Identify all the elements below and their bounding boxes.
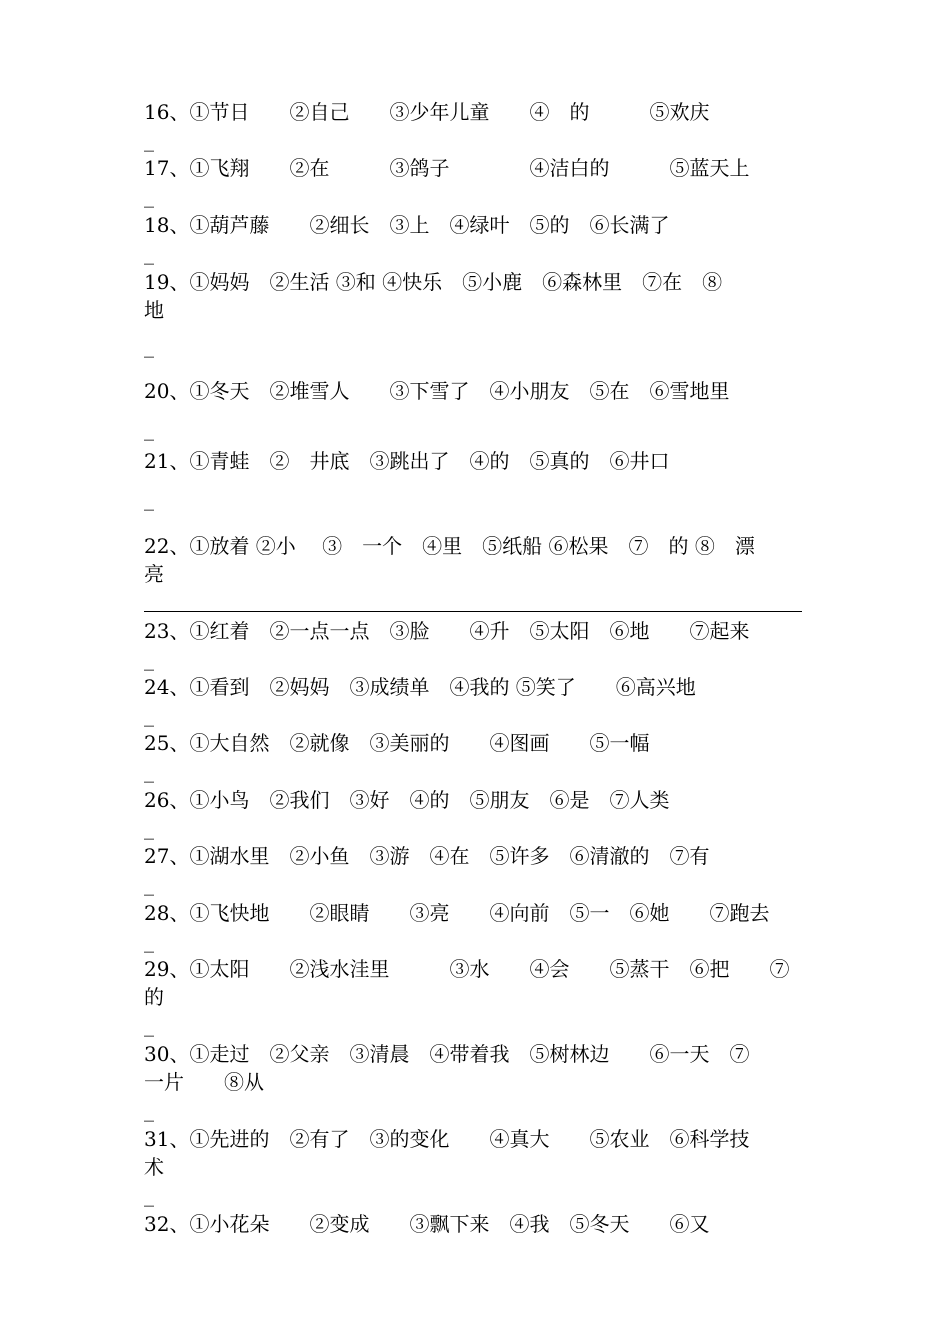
answer-blank: _ xyxy=(144,1098,154,1122)
question-text: 23、①红着 ②一点一点 ③脸 ④升 ⑤太阳 ⑥地 ⑦起来 xyxy=(144,619,750,643)
question-16 xyxy=(144,98,806,154)
answer-blank: _ xyxy=(144,334,154,358)
question-20 xyxy=(144,377,806,443)
question-text: 27、①湖水里 ②小鱼 ③游 ④在 ⑤许多 ⑥清澈的 ⑦有 xyxy=(144,844,710,868)
answer-blank: _ xyxy=(144,929,154,953)
answer-blank: _ xyxy=(144,1183,154,1207)
question-21 xyxy=(144,447,806,513)
answer-blank: _ xyxy=(144,647,154,671)
question-text: 32、①小花朵 ②变成 ③飘下来 ④我 ⑤冬天 ⑥又 xyxy=(144,1212,710,1236)
answer-blank: _ xyxy=(144,872,154,896)
question-text: 28、①飞快地 ②眼睛 ③亮 ④向前 ⑤一 ⑥她 ⑦跑去 xyxy=(144,901,770,925)
answer-blank: _ xyxy=(144,759,154,783)
question-text: 30、①走过 ②父亲 ③清晨 ④带着我 ⑤树林边 ⑥一天 ⑦ xyxy=(144,1042,750,1066)
question-18 xyxy=(144,211,806,267)
question-text: 17、①飞翔 ②在 ③鸽子 ④洁白的 ⑤蓝天上 xyxy=(144,156,750,180)
question-text: 16、①节日 ②自己 ③少年儿童 ④ 的 ⑤欢庆 xyxy=(144,100,710,124)
question-continuation: 一片 ⑧从 xyxy=(144,1070,264,1094)
question-32 xyxy=(144,1210,806,1238)
question-text: 31、①先进的 ②有了 ③的变化 ④真大 ⑤农业 ⑥科学技 xyxy=(144,1127,750,1151)
answer-blank: _ xyxy=(144,417,154,441)
question-26 xyxy=(144,786,806,842)
answer-blank: _ xyxy=(144,184,154,208)
question-continuation: 亮 xyxy=(144,562,164,586)
answer-line xyxy=(144,611,802,612)
question-continuation: 地 xyxy=(144,298,164,322)
answer-blank: _ xyxy=(144,816,154,840)
question-text: 21、①青蛙 ② 井底 ③跳出了 ④的 ⑤真的 ⑥井口 xyxy=(144,449,670,473)
question-24 xyxy=(144,673,806,729)
question-text: 20、①冬天 ②堆雪人 ③下雪了 ④小朋友 ⑤在 ⑥雪地里 xyxy=(144,379,730,403)
answer-blank: _ xyxy=(144,1013,154,1037)
question-22 xyxy=(144,532,806,588)
question-31 xyxy=(144,1125,806,1209)
answer-blank: _ xyxy=(144,487,154,511)
answer-blank: _ xyxy=(144,703,154,727)
answer-blank: _ xyxy=(144,241,154,265)
question-text: 24、①看到 ②妈妈 ③成绩单 ④我的 ⑤笑了 ⑥高兴地 xyxy=(144,675,696,699)
question-23 xyxy=(144,617,806,673)
question-text: 19、①妈妈 ②生活 ③和 ④快乐 ⑤小鹿 ⑥森林里 ⑦在 ⑧ xyxy=(144,270,723,294)
question-25 xyxy=(144,729,806,785)
question-text: 22、①放着 ②小 ③ 一个 ④里 ⑤纸船 ⑥松果 ⑦ 的 ⑧ 漂 xyxy=(144,534,755,558)
question-30 xyxy=(144,1040,806,1124)
question-text: 26、①小鸟 ②我们 ③好 ④的 ⑤朋友 ⑥是 ⑦人类 xyxy=(144,788,670,812)
question-text: 25、①大自然 ②就像 ③美丽的 ④图画 ⑤一幅 xyxy=(144,731,650,755)
question-continuation: 术 xyxy=(144,1155,164,1179)
question-text: 18、①葫芦藤 ②细长 ③上 ④绿叶 ⑤的 ⑥长满了 xyxy=(144,213,670,237)
question-29 xyxy=(144,955,806,1039)
question-28 xyxy=(144,899,806,955)
question-27 xyxy=(144,842,806,898)
answer-blank: _ xyxy=(144,128,154,152)
question-17 xyxy=(144,154,806,210)
question-continuation: 的 xyxy=(144,985,164,1009)
question-19 xyxy=(144,268,806,360)
question-text: 29、①太阳 ②浅水洼里 ③水 ④会 ⑤蒸干 ⑥把 ⑦ xyxy=(144,957,790,981)
